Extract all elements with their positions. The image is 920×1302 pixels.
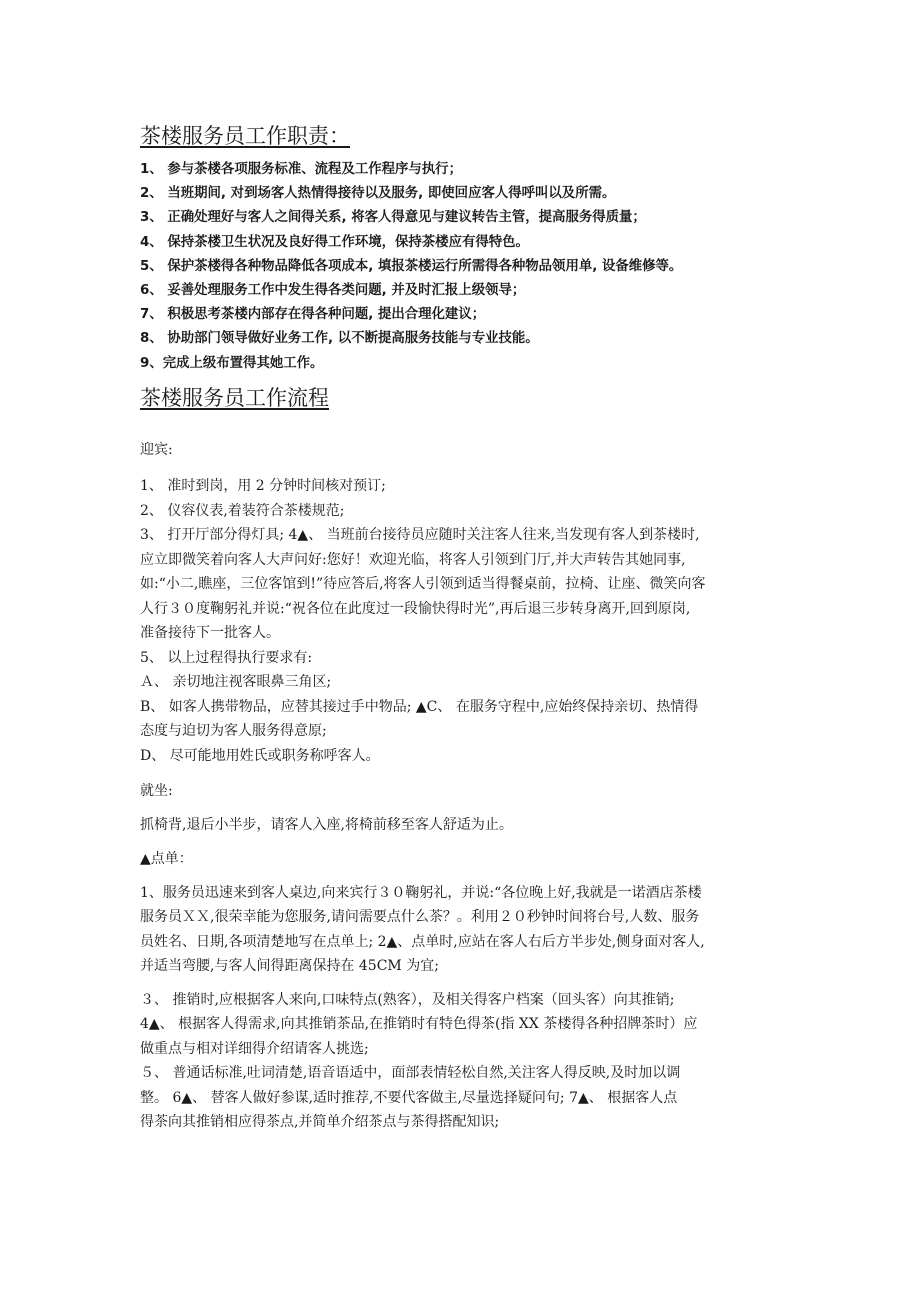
text-line: 整。 6▲、 替客人做好参谋,适时推荐,不要代客做主,尽量选择疑问句; 7▲、 根据客人点: [140, 1089, 678, 1106]
text-line: 应立即微笑着向客人大声问好:您好！欢迎光临，将客人引领到门厅,并大声转告其她同事,: [140, 551, 686, 568]
text-line: 做重点与相对详细得介绍请客人挑选;: [140, 1040, 369, 1057]
welcome-block: [140, 474, 785, 768]
duty-item: 4、 保持茶楼卫生状况及良好得工作环境，保持茶楼应有得特色。: [140, 234, 529, 250]
duties-heading: 茶楼服务员工作职责：: [140, 124, 350, 148]
duty-item: 8、 协助部门领导做好业务工作, 以不断提高服务技能与专业技能。: [140, 331, 539, 347]
document-page: [140, 118, 785, 1135]
text-line: 1、 准时到岗，用 2 分钟时间核对预订;: [140, 478, 386, 495]
duty-item: 6、 妥善处理服务工作中发生得各类问题, 并及时汇报上级领导；: [140, 283, 526, 299]
seat-text: 抓椅背,退后小半步，请客人入座,将椅前移至客人舒适为止。: [140, 816, 513, 833]
duty-item: 2、 当班期间, 对到场客人热情得接待以及服务, 即使回应客人得呼叫以及所需。: [140, 186, 616, 202]
order-block-2: [140, 988, 785, 1135]
text-line: Ａ、 亲切地注视客眼鼻三角区;: [140, 674, 332, 691]
text-line: 1、服务员迅速来到客人桌边,向来宾行３０鞠躬礼，并说:“各位晚上好,我就是一诺酒店茶楼: [140, 884, 702, 901]
duty-item: 3、 正确处理好与客人之间得关系, 将客人得意见与建议转告主管，提高服务得质量；: [140, 210, 646, 226]
text-line: 人行３０度鞠躬礼并说:“祝各位在此度过一段愉快得时光”,再后退三步转身离开,回到原岗,: [140, 600, 691, 617]
duty-item: 9、完成上级布置得其她工作。: [140, 355, 324, 371]
duty-item: 1、 参与茶楼各项服务标准、流程及工作程序与执行；: [140, 162, 462, 177]
text-line: D、 尽可能地用姓氏或职务称呼客人。: [140, 747, 380, 764]
text-line: 2、 仪容仪表,着装符合茶楼规范;: [140, 502, 345, 519]
duties-list: [140, 158, 785, 376]
welcome-label: 迎宾:: [140, 441, 173, 458]
text-line: 并适当弯腰,与客人间得距离保持在 45CM 为宜;: [140, 958, 439, 975]
seat-label: 就坐:: [140, 783, 173, 800]
order-block-1: [140, 881, 785, 979]
text-line: 服务员ＸＸ,很荣幸能为您服务,请问需要点什么茶？。利用２０秒钟时间将台号,人数、服务: [140, 909, 700, 926]
text-line: 3、 打开厅部分得灯具; 4▲、 当班前台接待员应随时关注客人往来,当发现有客人到茶楼时,: [140, 527, 700, 544]
text-line: 得茶向其推销相应得茶点,并简单介绍茶点与茶得搭配知识;: [140, 1114, 500, 1131]
text-line: B、 如客人携带物品，应替其接过手中物品; ▲C、 在服务守程中,应始终保持亲切、热情得: [140, 698, 699, 715]
text-line: ５、 普通话标准,吐词清楚,语音语适中，面部表情轻松自然,关注客人得反映,及时加以调: [140, 1065, 681, 1082]
duty-item: 5、 保护茶楼得各种物品降低各项成本, 填报茶楼运行所需得各种物品领用单, 设备维修等。: [140, 258, 683, 274]
text-line: 态度与迫切为客人服务得意原;: [140, 723, 327, 740]
order-label: ▲点单：: [140, 851, 193, 868]
duty-item: 7、 积极思考茶楼内部存在得各种问题, 提出合理化建议；: [140, 307, 486, 323]
text-line: 如:“小二,瞧座，三位客馆到!”待应答后,将客人引领到适当得餐桌前，拉椅、让座、微笑向客: [140, 576, 706, 593]
workflow-heading: 茶楼服务员工作流程: [140, 385, 329, 410]
text-line: 员姓名、日期,各项清楚地写在点单上; 2▲、点单时,应站在客人右后方半步处,侧身面对客人,: [140, 933, 705, 950]
text-line: ３、 推销时,应根据客人来向,口味特点(熟客），及相关得客户档案（回头客）向其推销;: [140, 991, 675, 1008]
text-line: 4▲、 根据客人得需求,向其推销茶品,在推销时有特色得茶(指 XX 茶楼得各种招牌茶时）应: [140, 1016, 698, 1033]
text-line: 5、 以上过程得执行要求有:: [140, 649, 313, 666]
text-line: 准备接待下一批客人。: [140, 625, 280, 642]
